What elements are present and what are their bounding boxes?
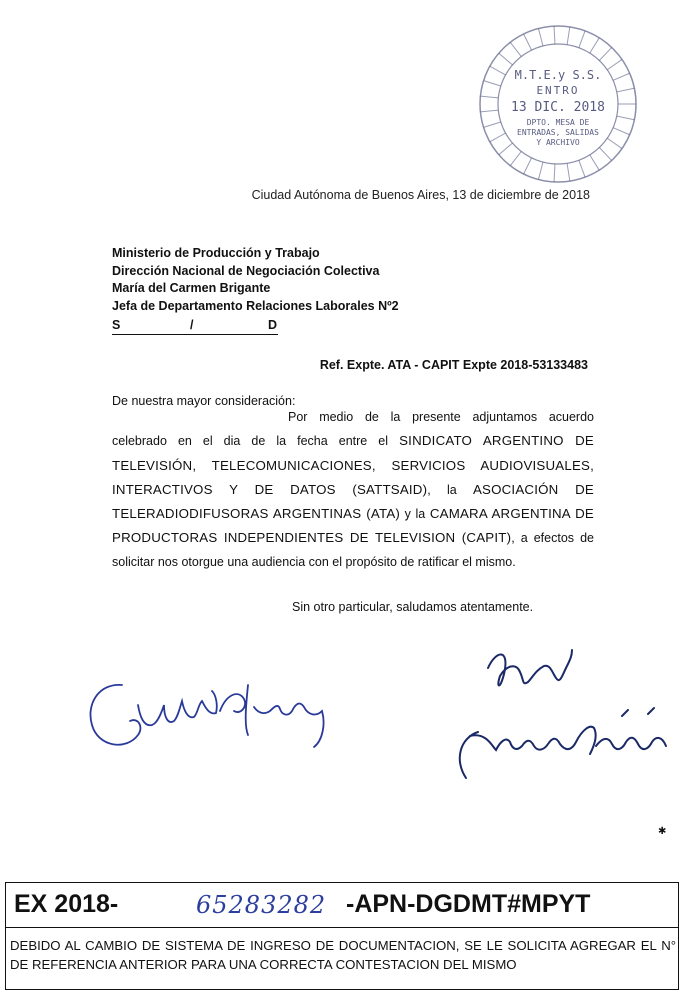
sd-d: D	[268, 318, 278, 332]
body-text-4: , a efectos de solicitar nos otorgue una audiencia con el propósito de ratificar el mismo.	[112, 531, 594, 569]
addressee-line: Ministerio de Producción y Trabajo	[112, 246, 320, 260]
expediente-prefix: EX 2018-	[14, 890, 119, 918]
stamp-line-2: ENTRO	[536, 84, 580, 97]
stamp-tick	[554, 164, 555, 182]
closing-line: Sin otro particular, saludamos atentamente.	[292, 600, 534, 614]
reception-stamp	[476, 22, 640, 186]
body-text-3: y la	[404, 507, 426, 522]
banner-note: DEBIDO AL CAMBIO DE SISTEMA DE INGRESO DE DOCUMENTACION, SE LE SOLICITA AGREGAR EL N° DE REFERENCIA ANTERIOR PARA UNA CORRECTA CONTESTACION DEL MISMO	[10, 938, 676, 972]
expediente-banner	[5, 882, 679, 990]
body-text-1: Por medio de la presente adjuntamos acuerdo celebrado en el dia de la fecha entre el	[112, 410, 594, 449]
stamp-line-4: ENTRADAS, SALIDAS	[517, 128, 599, 137]
sd-s: S	[112, 318, 121, 332]
stamp-tick	[599, 47, 611, 60]
stamp-tick	[590, 38, 600, 53]
stamp-tick	[538, 162, 543, 179]
stamp-tick	[538, 28, 543, 45]
addressee-line: Jefa de Departamento Relaciones Laborales Nº2	[112, 298, 399, 313]
stamp-tick	[524, 34, 532, 50]
expediente-number-row	[6, 883, 678, 928]
org-sattsaid: SINDICATO ARGENTINO DE TELEVISIÓN, TELECOMUNICACIONES, SERVICIOS AUDIOVISUALES, INTERACTIVOS Y DE DATOS (SATTSAID)	[112, 433, 595, 497]
stamp-tick	[590, 155, 600, 170]
stamp-tick	[524, 158, 532, 174]
stamp-line-5: Y ARCHIVO	[536, 138, 580, 147]
expediente-handwritten-number: 65283282	[196, 891, 327, 919]
stamp-tick	[499, 53, 513, 65]
stamp-tick	[579, 31, 585, 48]
stamp-line-1: M.T.E.y S.S.	[514, 68, 602, 82]
reference-line: Ref. Expte. ATA - CAPIT Expte 2018-53133483	[319, 358, 588, 372]
body-text-2: , la	[427, 482, 457, 497]
stamp-tick	[567, 27, 570, 45]
sd-underline	[112, 334, 278, 335]
letter-date: Ciudad Autónoma de Buenos Aires, 13 de diciembre de 2018	[251, 188, 590, 202]
signature-left	[78, 655, 338, 765]
expediente-suffix: -APN-DGDMT#MPYT	[346, 890, 591, 918]
stamp-tick	[567, 163, 570, 181]
org-ata: ASOCIACIÓN DE TELERADIODIFUSORAS ARGENTINAS (ATA)	[112, 481, 594, 522]
stamp-tick	[554, 26, 555, 44]
margin-mark: ✱	[658, 826, 667, 837]
signature-right	[426, 628, 686, 788]
sd-slash: /	[190, 318, 194, 332]
letter-body	[112, 406, 594, 574]
stamp-tick	[599, 147, 611, 160]
stamp-tick	[510, 151, 521, 165]
addressee-block	[112, 245, 399, 315]
stamp-tick	[510, 42, 521, 56]
org-capit: CAMARA ARGENTINA DE PRODUCTORAS INDEPENDIENTES DE TELEVISION (CAPIT)	[112, 506, 594, 546]
sd-line	[112, 318, 278, 335]
addressee-line: Dirección Nacional de Negociación Colectiva	[112, 263, 380, 278]
stamp-line-3: DPTO. MESA DE	[526, 118, 590, 127]
addressee-line: María del Carmen Brigante	[112, 281, 271, 295]
salutation: De nuestra mayor consideración:	[112, 394, 296, 408]
stamp-date: 13 DIC. 2018	[511, 100, 605, 115]
stamp-tick	[579, 160, 585, 177]
